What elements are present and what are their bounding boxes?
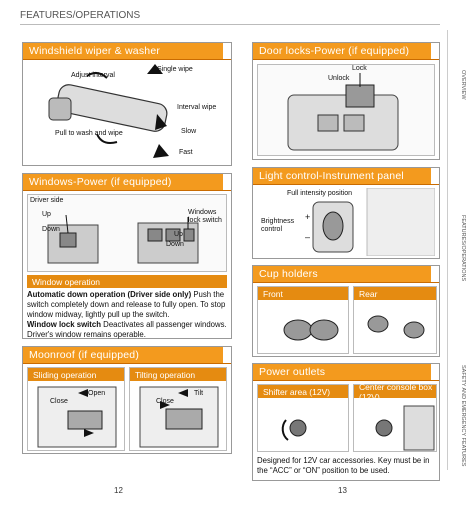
auto-down-text: Push the switch completely down and release to fully open. To stop window midway, lightly pull up the switch.: [27, 290, 226, 319]
page-number-left: 12: [114, 486, 123, 495]
windows-section: [22, 173, 232, 339]
label-open: Open: [88, 390, 106, 397]
cup-rear-drawing: [354, 300, 438, 355]
wiper-stalk-drawing: [27, 64, 227, 162]
label-brightness-control: Brightness control: [261, 218, 295, 233]
moonroof-sliding-box: [27, 367, 125, 451]
windows-title: Windows-Power (if equipped): [23, 174, 231, 191]
label-pull-wash: Pull to wash and wipe: [55, 130, 123, 137]
label-interval-wipe: Interval wipe: [177, 104, 217, 111]
wiper-section: [22, 42, 232, 166]
label-windows-lock: Windows lock switch: [188, 209, 222, 224]
label-lock: Lock: [352, 65, 367, 72]
label-unlock: Unlock: [328, 75, 350, 82]
page-header: FEATURES/OPERATIONS: [20, 10, 141, 21]
label-down-2: Down: [166, 241, 184, 248]
shifter-subtitle: Shifter area (12V): [258, 385, 348, 398]
label-single-wipe: Single wipe: [157, 66, 193, 73]
doorlocks-title: Door locks-Power (if equipped): [253, 43, 439, 60]
sliding-drawing: [28, 381, 126, 465]
doorlocks-illustration: [257, 64, 435, 156]
cup-front-subtitle: Front: [258, 287, 348, 300]
label-fast: Fast: [179, 149, 193, 156]
power-console-box: [353, 381, 437, 452]
cup-rear-box: [353, 286, 437, 354]
label-driver-side: Driver side: [30, 197, 64, 204]
cup-rear-subtitle: Rear: [354, 287, 436, 300]
label-close-2: Close: [156, 398, 174, 405]
power-title: Power outlets: [253, 364, 439, 381]
light-section: [252, 167, 440, 259]
side-tab-column: [448, 30, 474, 470]
moonroof-title: Moonroof (if equipped): [23, 347, 231, 364]
sliding-subtitle: Sliding operation: [28, 368, 124, 381]
doorlocks-section: [252, 42, 440, 160]
label-tilt: Tilt: [194, 390, 204, 397]
windows-illustration: [27, 194, 227, 272]
label-up-2: Up: [174, 231, 183, 238]
label-minus: –: [305, 232, 311, 242]
cupholders-section: [252, 265, 440, 357]
tilting-drawing: [130, 381, 228, 465]
window-operation-subtitle: Window operation: [27, 275, 227, 288]
power-shifter-box: [257, 384, 349, 452]
page-number-right: 13: [338, 486, 347, 495]
label-down-1: Down: [42, 226, 60, 233]
power-section: [252, 363, 440, 481]
moonroof-section: [22, 346, 232, 454]
label-full-intensity: Full intensity position: [287, 190, 352, 197]
auto-down-heading: Automatic down operation (Driver side only): [27, 290, 192, 299]
header-rule: [20, 24, 440, 25]
window-lock-text-block: [27, 320, 227, 340]
light-illustration: [257, 188, 435, 256]
wiper-illustration: [27, 64, 227, 162]
window-operation-box: [27, 275, 227, 340]
side-tab-features: FEATURES/OPERATIONS: [460, 215, 466, 282]
cupholders-title: Cup holders: [253, 266, 439, 283]
wiper-title: Windshield wiper & washer: [23, 43, 231, 60]
side-tab-overview: OVERVIEW: [460, 70, 466, 100]
power-note: Designed for 12V car accessories. Key must be in the “ACC” or “ON” position to be used.: [257, 456, 430, 475]
label-slow: Slow: [181, 128, 197, 135]
label-plus: +: [305, 212, 311, 222]
side-tab-safety: SAFETY AND EMERGENCY FEATURES: [460, 365, 466, 467]
console-subtitle: Center console box (12V): [354, 385, 436, 398]
window-lock-text: Deactivates all passenger windows. Driver's window remains operable.: [27, 320, 227, 339]
label-close-1: Close: [50, 398, 68, 405]
tilting-subtitle: Tilting operation: [130, 368, 226, 381]
shifter-drawing: [258, 398, 350, 453]
window-lock-heading: Window lock switch: [27, 320, 102, 329]
window-operation-text: [27, 290, 227, 320]
light-title: Light control-Instrument panel: [253, 168, 439, 185]
label-up-1: Up: [42, 211, 51, 218]
cup-front-drawing: [258, 300, 350, 355]
windows-switch-drawing: [28, 195, 228, 273]
label-adjust-interval: Adjust interval: [71, 72, 115, 79]
cup-front-box: [257, 286, 349, 354]
moonroof-tilting-box: [129, 367, 227, 451]
console-drawing: [354, 398, 438, 453]
